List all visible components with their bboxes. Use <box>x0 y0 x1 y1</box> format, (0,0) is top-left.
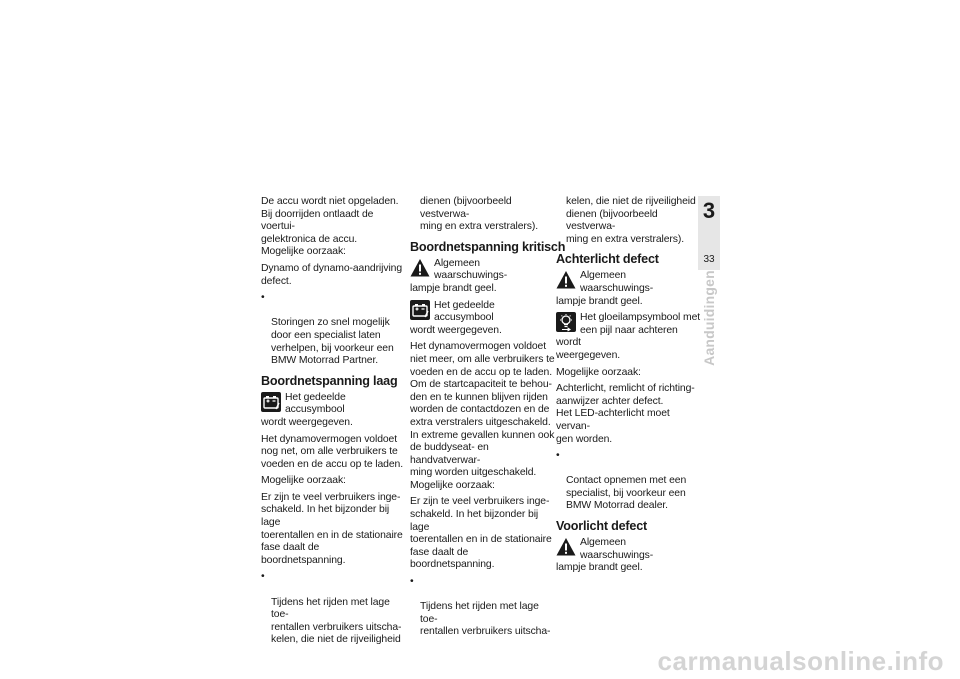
heading-boordnetspanning-laag: Boordnetspanning laag <box>261 373 398 388</box>
bullet-text: Storingen zo snel mogelijk door een specialist laten verhelpen, bij voorkeur een BMW Motorrad Partner. <box>271 317 394 367</box>
paragraph: Achterlicht, remlicht of richting- aanwijzer achter defect. Het LED-achterlicht moet vervan- gen worden. <box>556 383 695 445</box>
bulb-symbol-row <box>556 312 701 362</box>
battery-symbol-row <box>410 300 555 338</box>
paragraph: Het dynamovermogen voldoet niet meer, om alle verbruikers te voeden en de accu op te laden. Om de startcapaciteit te behou- den en te kunnen blijven rijden worden de contactdozen en de extra verstralers uitgeschakeld. In extreme gevallen kunnen ook de buddyseat- en handvatverwar- ming worden uitgeschakeld. Mogelijke oorzaak: <box>410 341 555 491</box>
column-1 <box>261 196 406 651</box>
chapter-number: 3 <box>702 198 716 223</box>
cause-text: Dynamo of dynamo-aandrijving defect. <box>261 262 403 287</box>
section-title: Aanduidingen <box>701 270 717 366</box>
battery-icon <box>410 300 430 320</box>
warning-triangle-icon <box>410 258 430 278</box>
warning-symbol-row <box>556 270 701 308</box>
warning-symbol-row <box>556 537 701 575</box>
watermark: carmanualsonline.info <box>657 646 944 676</box>
heading-achterlicht-defect: Achterlicht defect <box>556 252 659 267</box>
paragraph: Er zijn te veel verbruikers inge- schakeld. In het bijzonder bij lage toerentallen en in de stationaire fase daalt de boordnetspanning. <box>410 496 552 571</box>
bullet-dot: • <box>410 576 414 588</box>
bullet-dot: • <box>261 571 265 583</box>
bullet-text: Tijdens het rijden met lage toe- rentallen verbruikers uitscha- kelen, die niet de rijveiligheid <box>271 596 402 646</box>
battery-symbol-text: Het gedeelde accusymbool wordt weergegeven. <box>410 299 502 336</box>
bulb-arrow-icon <box>556 312 576 332</box>
warning-symbol-text: Algemeen waarschuwings- lampje brandt geel. <box>556 537 654 574</box>
bullet-dot: • <box>261 292 265 304</box>
heading-voorlicht-defect: Voorlicht defect <box>556 519 648 534</box>
intro-text: De accu wordt niet opgeladen. Bij doorrijden ontlaadt de voertui- gelektronica de accu. Mogelijke oorzaak: <box>261 196 399 258</box>
bullet-item <box>261 571 406 647</box>
warning-symbol-text: Algemeen waarschuwings- lampje brandt geel. <box>410 257 508 294</box>
cause-label: Mogelijke oorzaak: <box>556 366 641 378</box>
warning-triangle-icon <box>556 270 576 290</box>
bullet-text: Contact opnemen met een specialist, bij voorkeur een BMW Motorrad dealer. <box>566 475 687 512</box>
bulb-symbol-text: Het gloeilampsymbool met een pijl naar achteren wordt weergegeven. <box>556 312 701 361</box>
cause-label: Mogelijke oorzaak: <box>261 475 346 487</box>
bullet-item <box>556 450 701 513</box>
continued-bullet-text: kelen, die niet de rijveiligheid dienen (bijvoorbeeld vestverwa- ming en extra verstralers). <box>566 196 696 245</box>
paragraph: Het dynamovermogen voldoet nog net, om alle verbruikers te voeden en de accu op te laden. <box>261 433 404 470</box>
paragraph: Er zijn te veel verbruikers inge- schakeld. In het bijzonder bij lage toerentallen en in de stationaire fase daalt de boordnetspanning. <box>261 491 403 566</box>
heading-boordnetspanning-kritisch: Boordnetspanning kritisch <box>410 239 566 254</box>
bullet-dot: • <box>556 450 560 462</box>
warning-symbol-text: Algemeen waarschuwings- lampje brandt geel. <box>556 270 654 307</box>
warning-triangle-icon <box>556 537 576 557</box>
battery-symbol-row <box>261 392 406 430</box>
continued-bullet-text: dienen (bijvoorbeeld vestverwa- ming en extra verstralers). <box>420 196 538 233</box>
column-2 <box>410 196 566 643</box>
bullet-item <box>410 576 555 639</box>
battery-icon <box>261 392 281 412</box>
page-number: 33 <box>703 254 715 265</box>
bullet-item <box>261 292 406 368</box>
battery-symbol-text: Het gedeelde accusymbool wordt weergegeven. <box>261 391 353 428</box>
column-3 <box>556 196 701 579</box>
warning-symbol-row <box>410 258 555 296</box>
bullet-text: Tijdens het rijden met lage toe- rentallen verbruikers uitscha- <box>420 601 551 638</box>
